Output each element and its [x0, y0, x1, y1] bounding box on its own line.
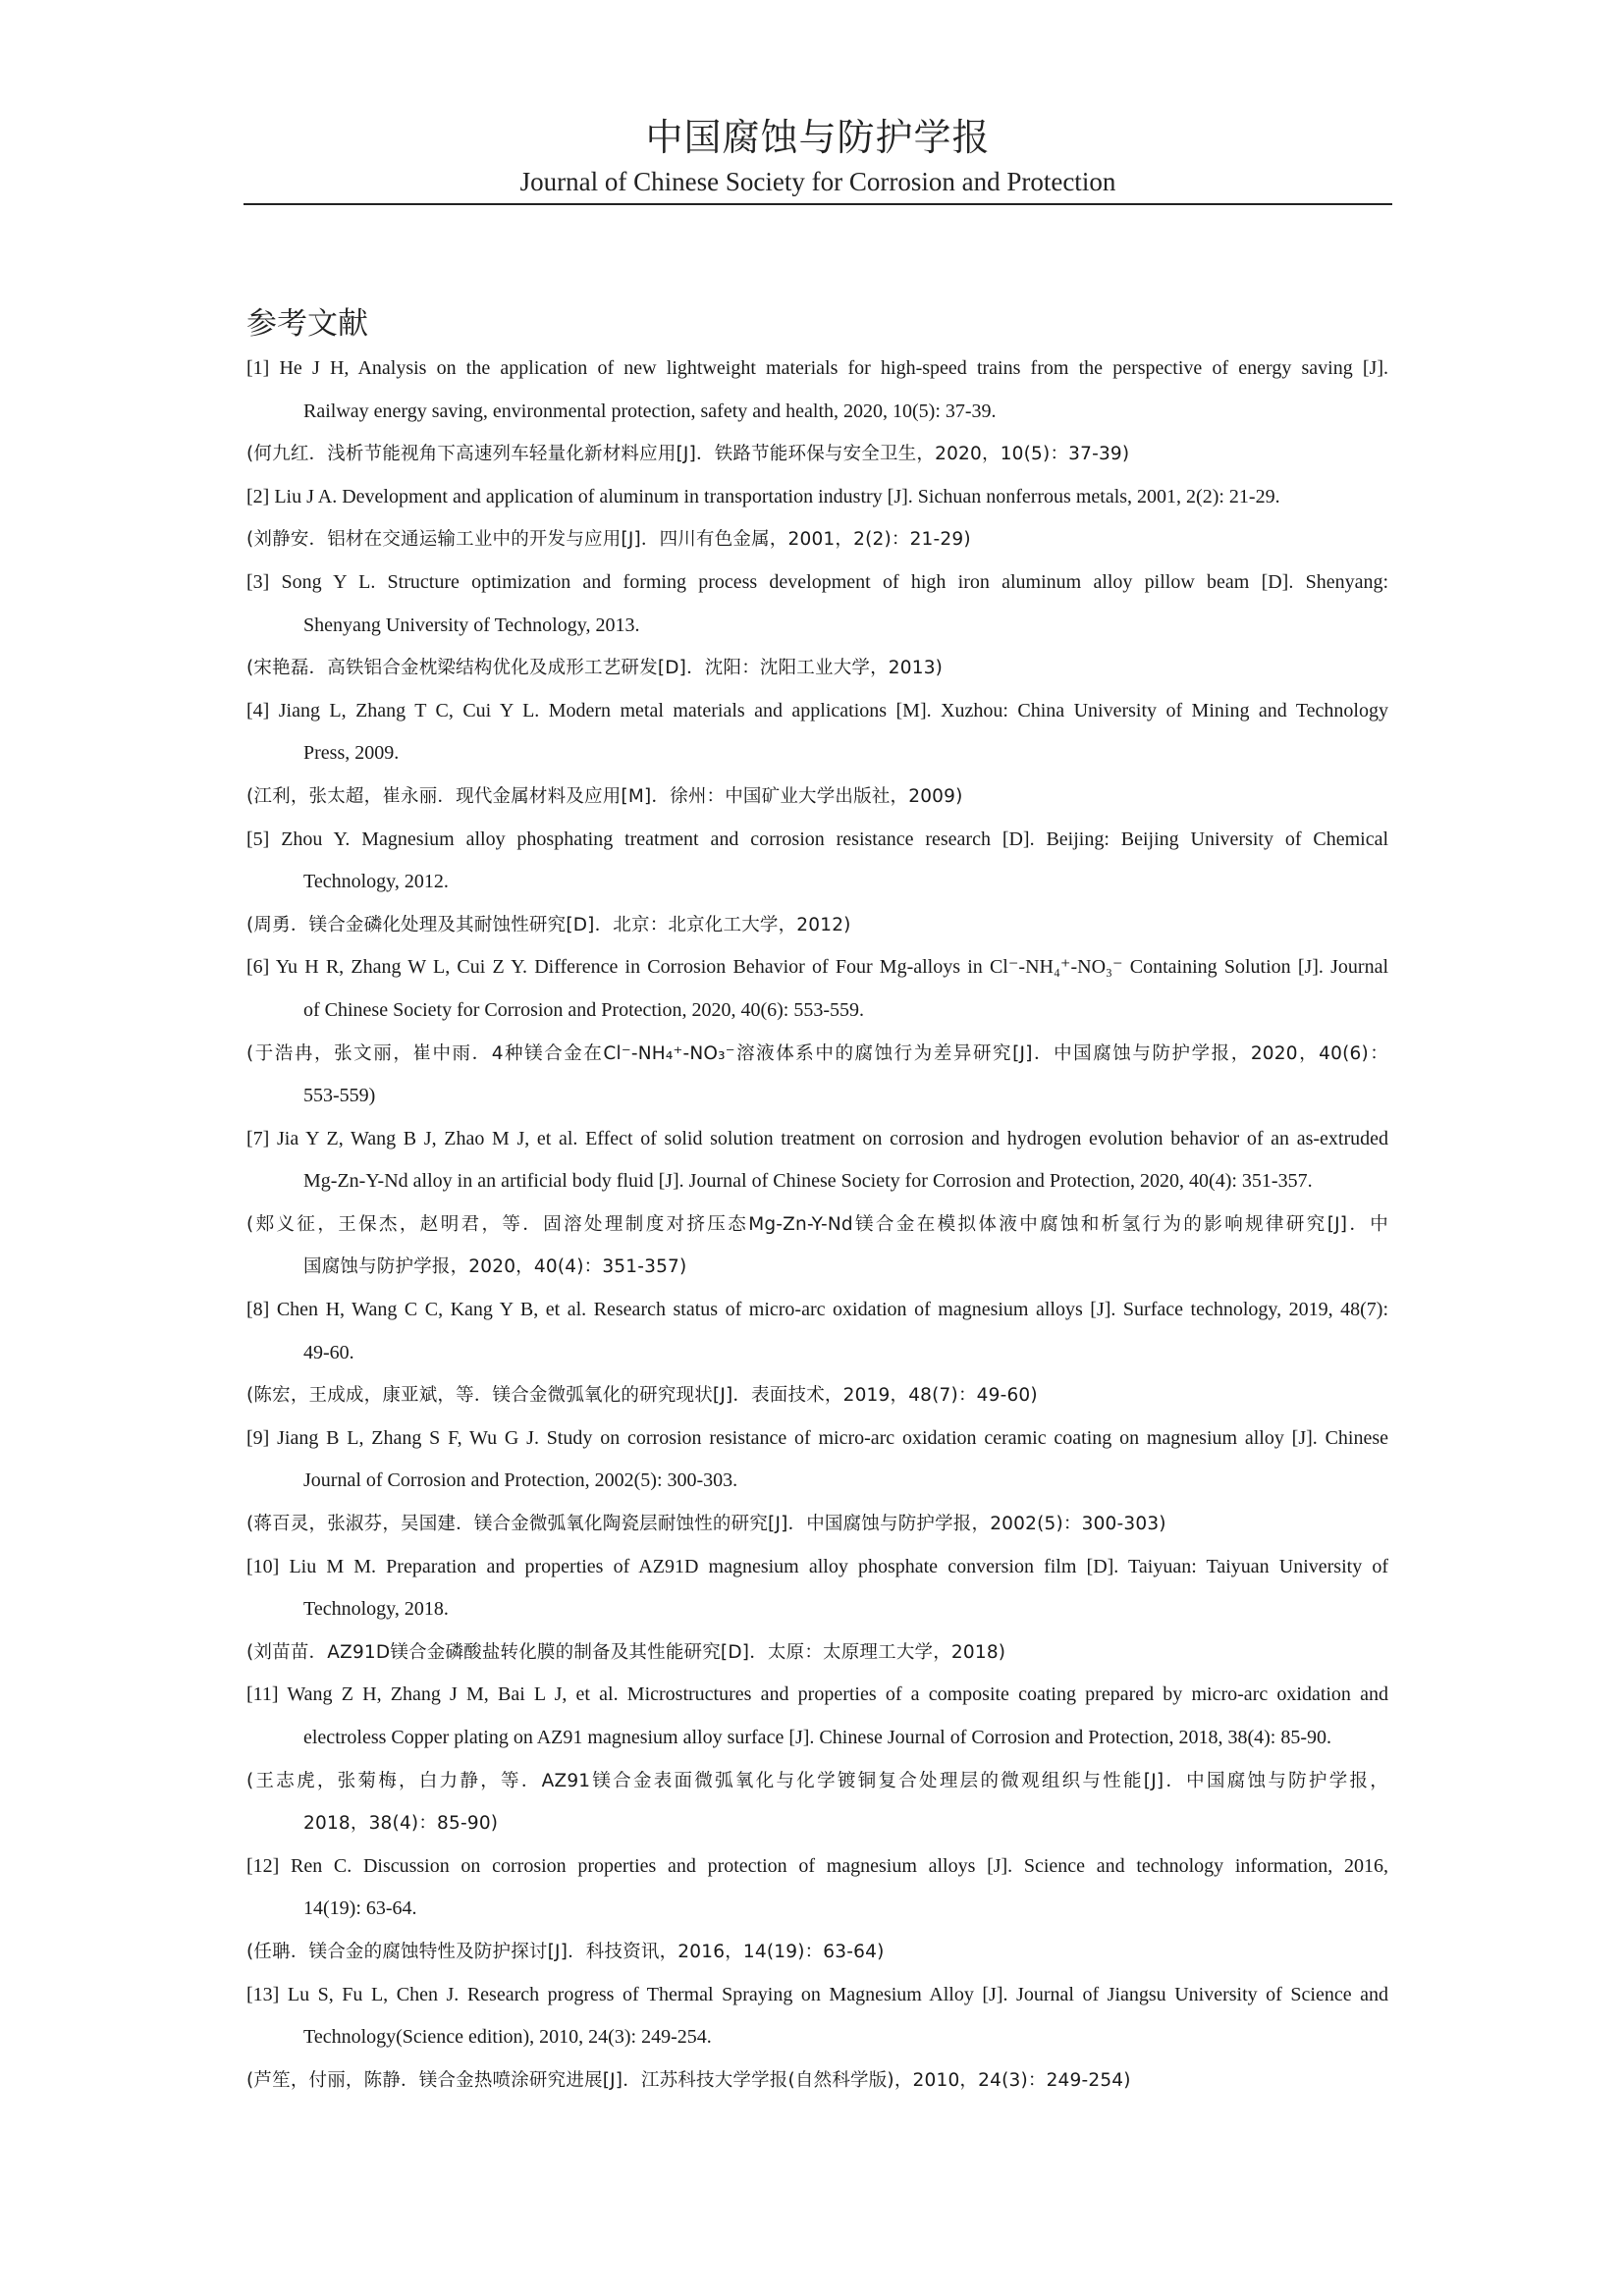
reference-line-chinese: (郏义征，王保杰，赵明君，等．固溶处理制度对挤压态Mg-Zn-Y-Nd镁合金在模拟体液中腐蚀和析氢行为的影响规律研究[J]．中 — [246, 1213, 1388, 1235]
reference-line: Technology, 2012. — [303, 871, 449, 893]
reference-line-chinese: 国腐蚀与防护学报，2020，40(4)：351-357) — [303, 1256, 687, 1278]
reference-line-chinese: (江利，张太超，崔永丽．现代金属材料及应用[M]．徐州：中国矿业大学出版社，2009) — [246, 785, 963, 807]
journal-title-chinese: 中国腐蚀与防护学报 — [645, 116, 991, 159]
reference-line: Shenyang University of Technology, 2013. — [303, 614, 640, 636]
reference-line-chinese: (于浩冉，张文丽，崔中雨．4种镁合金在Cl⁻-NH₄⁺-NO₃⁻溶液体系中的腐蚀行为差异研究[J]．中国腐蚀与防护学报，2020，40(6)： — [246, 1042, 1388, 1064]
references-heading: 参考文献 — [246, 306, 368, 342]
reference-line: [5] Zhou Y. Magnesium alloy phosphating treatment and corrosion resistance research [D]. Beijing: Beijing University of Chemical — [246, 828, 1388, 850]
reference-line-chinese: 2018，38(4)：85-90) — [303, 1813, 499, 1835]
reference-line: [12] Ren C. Discussion on corrosion properties and protection of magnesium alloys [J]. Science and technology information, 2016, — [246, 1854, 1388, 1877]
reference-list — [246, 347, 1388, 2102]
reference-line-chinese: (刘静安．铝材在交通运输工业中的开发与应用[J]．四川有色金属，2001，2(2)：21-29) — [246, 529, 971, 551]
reference-line-chinese: (陈宏，王成成，康亚斌，等．镁合金微弧氧化的研究现状[J]．表面技术，2019，48(7)：49-60) — [246, 1385, 1038, 1407]
reference-line: Mg-Zn-Y-Nd alloy in an artificial body fluid [J]. Journal of Chinese Society for Corrosion and Protection, 2020, 40(4): 351-357. — [303, 1170, 1313, 1193]
reference-line-chinese: (任聃．镁合金的腐蚀特性及防护探讨[J]．科技资讯，2016，14(19)：63-64) — [246, 1941, 885, 1962]
reference-line: [1] He J H, Analysis on the application of new lightweight materials for high-speed trains from the perspective of energy saving [J]. — [246, 357, 1388, 379]
reference-line: [4] Jiang L, Zhang T C, Cui Y L. Modern metal materials and applications [M]. Xuzhou: China University of Mining and Technology — [246, 699, 1388, 721]
reference-line: [13] Lu S, Fu L, Chen J. Research progress of Thermal Spraying on Magnesium Alloy [J]. Journal of Jiangsu University of Science and — [246, 1983, 1388, 2005]
reference-line: [10] Liu M M. Preparation and properties of AZ91D magnesium alloy phosphate conversion film [D]. Taiyuan: Taiyuan University of — [246, 1555, 1388, 1577]
reference-line: Railway energy saving, environmental protection, safety and health, 2020, 10(5): 37-39. — [303, 400, 997, 422]
reference-line: [9] Jiang B L, Zhang S F, Wu G J. Study on corrosion resistance of micro-arc oxidation ceramic coating on magnesium alloy [J]. Chinese — [246, 1426, 1388, 1449]
reference-line: electroless Copper plating on AZ91 magnesium alloy surface [J]. Chinese Journal of Corrosion and Protection, 2018, 38(4): 85-90. — [303, 1727, 1332, 1748]
reference-line-chinese: (芦笙，付丽，陈静．镁合金热喷涂研究进展[J]．江苏科技大学学报(自然科学版)，2010，24(3)：249-254) — [246, 2069, 1131, 2091]
reference-line-chinese: (蒋百灵，张淑芬，吴国建．镁合金微弧氧化陶瓷层耐蚀性的研究[J]．中国腐蚀与防护学报，2002(5)：300-303) — [246, 1514, 1166, 1535]
reference-line: Technology, 2018. — [303, 1598, 449, 1621]
reference-line-chinese: (刘苗苗．AZ91D镁合金磷酸盐转化膜的制备及其性能研究[D]．太原：太原理工大学，2018) — [246, 1641, 1006, 1663]
reference-line: [6] Yu H R, Zhang W L, Cui Z Y. Difference in Corrosion Behavior of Four Mg-alloys in Cl⁻-NH₄⁺-NO₃⁻ Containing Solution [J]. Journal — [246, 956, 1388, 979]
reference-line-chinese: (周勇．镁合金磷化处理及其耐蚀性研究[D]．北京：北京化工大学，2012) — [246, 914, 851, 935]
reference-line: Technology(Science edition), 2010, 24(3): 249-254. — [303, 2026, 712, 2049]
reference-line: 14(19): 63-64. — [303, 1897, 417, 1920]
reference-line: of Chinese Society for Corrosion and Protection, 2020, 40(6): 553-559. — [303, 998, 865, 1021]
reference-line-chinese: (何九红．浅析节能视角下高速列车轻量化新材料应用[J]．铁路节能环保与安全卫生，2020，10(5)：37-39) — [246, 444, 1130, 465]
reference-line: 553-559) — [303, 1085, 376, 1107]
reference-line: [3] Song Y L. Structure optimization and forming process development of high iron aluminum alloy pillow beam [D]. Shenyang: — [246, 570, 1388, 593]
reference-line: [7] Jia Y Z, Wang B J, Zhao M J, et al. Effect of solid solution treatment on corrosion and hydrogen evolution behavior of an as-extruded — [246, 1127, 1388, 1149]
header-divider — [244, 203, 1392, 205]
reference-line: Press, 2009. — [303, 742, 400, 765]
reference-line: [11] Wang Z H, Zhang J M, Bai L J, et al. Microstructures and properties of a composite coating prepared by micro-arc oxidation and — [246, 1683, 1388, 1706]
reference-line-chinese: (宋艳磊．高铁铝合金枕梁结构优化及成形工艺研发[D]．沈阳：沈阳工业大学，2013) — [246, 658, 944, 679]
reference-line-chinese: (王志虎，张菊梅，白力静，等．AZ91镁合金表面微弧氧化与化学镀铜复合处理层的微观组织与性能[J]．中国腐蚀与防护学报， — [246, 1770, 1388, 1791]
reference-line: 49-60. — [303, 1341, 354, 1363]
reference-line: [8] Chen H, Wang C C, Kang Y B, et al. Research status of micro-arc oxidation of magnesium alloys [J]. Surface technology, 2019, 48(7): — [246, 1299, 1388, 1321]
reference-line: Journal of Corrosion and Protection, 2002(5): 300-303. — [303, 1469, 738, 1492]
journal-header — [244, 114, 1392, 198]
reference-line: [2] Liu J A. Development and application of aluminum in transportation industry [J]. Sichuan nonferrous metals, 2001, 2(2): 21-29. — [246, 485, 1280, 507]
journal-title-english: Journal of Chinese Society for Corrosion and Protection — [519, 167, 1116, 196]
